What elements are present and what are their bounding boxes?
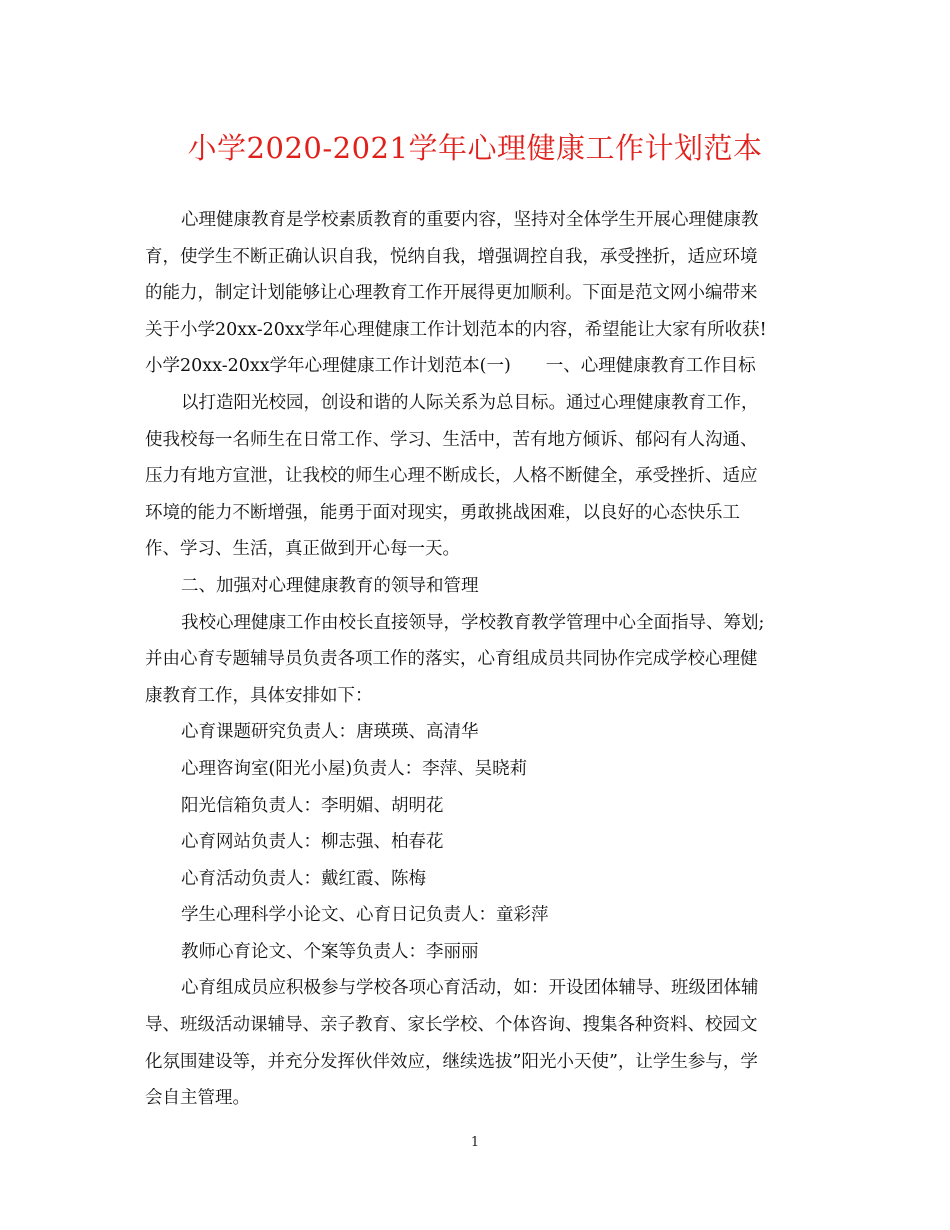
paragraph-line: 以打造阳光校园，创设和谐的人际关系为总目标。通过心理健康教育工作， [181, 392, 759, 413]
paragraph-line: 关于小学20xx-20xx学年心理健康工作计划范本的内容，希望能让大家有所收获! [145, 319, 767, 340]
paragraph-line: 我校心理健康工作由校长直接领导，学校教育教学管理中心全面指导、筹划; [181, 612, 765, 633]
assignment-line: 学生心理科学小论文、心育日记负责人：童彩萍 [181, 905, 549, 926]
paragraph-line: 的能力，制定计划能够让心理教育工作开展得更加顺利。下面是范文网小编带来 [145, 283, 758, 304]
assignment-line: 教师心育论文、个案等负责人：李丽丽 [181, 941, 479, 962]
assignment-line: 心育活动负责人：戴红霞、陈梅 [181, 868, 426, 889]
paragraph-line: 导、班级活动课辅导、亲子教育、家长学校、个体咨询、搜集各种资料、校园文 [145, 1015, 758, 1036]
assignment-line: 心育网站负责人：柳志强、柏春花 [181, 832, 444, 853]
paragraph-line: 育，使学生不断正确认识自我，悦纳自我，增强调控自我，承受挫折，适应环境 [145, 246, 758, 267]
paragraph-line: 会自主管理。 [145, 1088, 250, 1109]
paragraph-line: 化氛围建设等，并充分发挥伙伴效应，继续选拔”阳光小天使”，让学生参与，学 [145, 1051, 758, 1072]
assignment-line: 阳光信箱负责人：李明媚、胡明花 [181, 795, 444, 816]
document-title: 小学2020-2021学年心理健康工作计划范本 [187, 131, 763, 165]
paragraph-line: 作、学习、生活，真正做到开心每一天。 [145, 539, 460, 560]
paragraph-line: 心育组成员应积极参与学校各项心育活动，如：开设团体辅导、班级团体辅 [181, 978, 759, 999]
paragraph-line: 压力有地方宣泄，让我校的师生心理不断成长，人格不断健全，承受挫折、适应 [145, 466, 758, 487]
page-number: 1 [470, 1135, 480, 1150]
document-body [145, 202, 805, 1117]
paragraph-line: 并由心育专题辅导员负责各项工作的落实，心育组成员共同协作完成学校心理健 [145, 649, 758, 670]
assignment-line: 心育课题研究负责人：唐瑛瑛、高清华 [181, 722, 479, 743]
paragraph-line: 康教育工作，具体安排如下： [145, 685, 373, 706]
assignment-line: 心理咨询室(阳光小屋)负责人：李萍、吴晓莉 [181, 758, 528, 779]
section-heading: 二、加强对心理健康教育的领导和管理 [181, 575, 479, 596]
paragraph-line: 小学20xx-20xx学年心理健康工作计划范本(一) 一、心理健康教育工作目标 [145, 356, 756, 377]
paragraph-line: 环境的能力不断增强，能勇于面对现实，勇敢挑战困难，以良好的心态快乐工 [145, 502, 740, 523]
paragraph-line: 心理健康教育是学校素质教育的重要内容，坚持对全体学生开展心理健康教 [181, 210, 759, 230]
paragraph-line: 使我校每一名师生在日常工作、学习、生活中，苦有地方倾诉、郁闷有人沟通、 [145, 429, 758, 450]
